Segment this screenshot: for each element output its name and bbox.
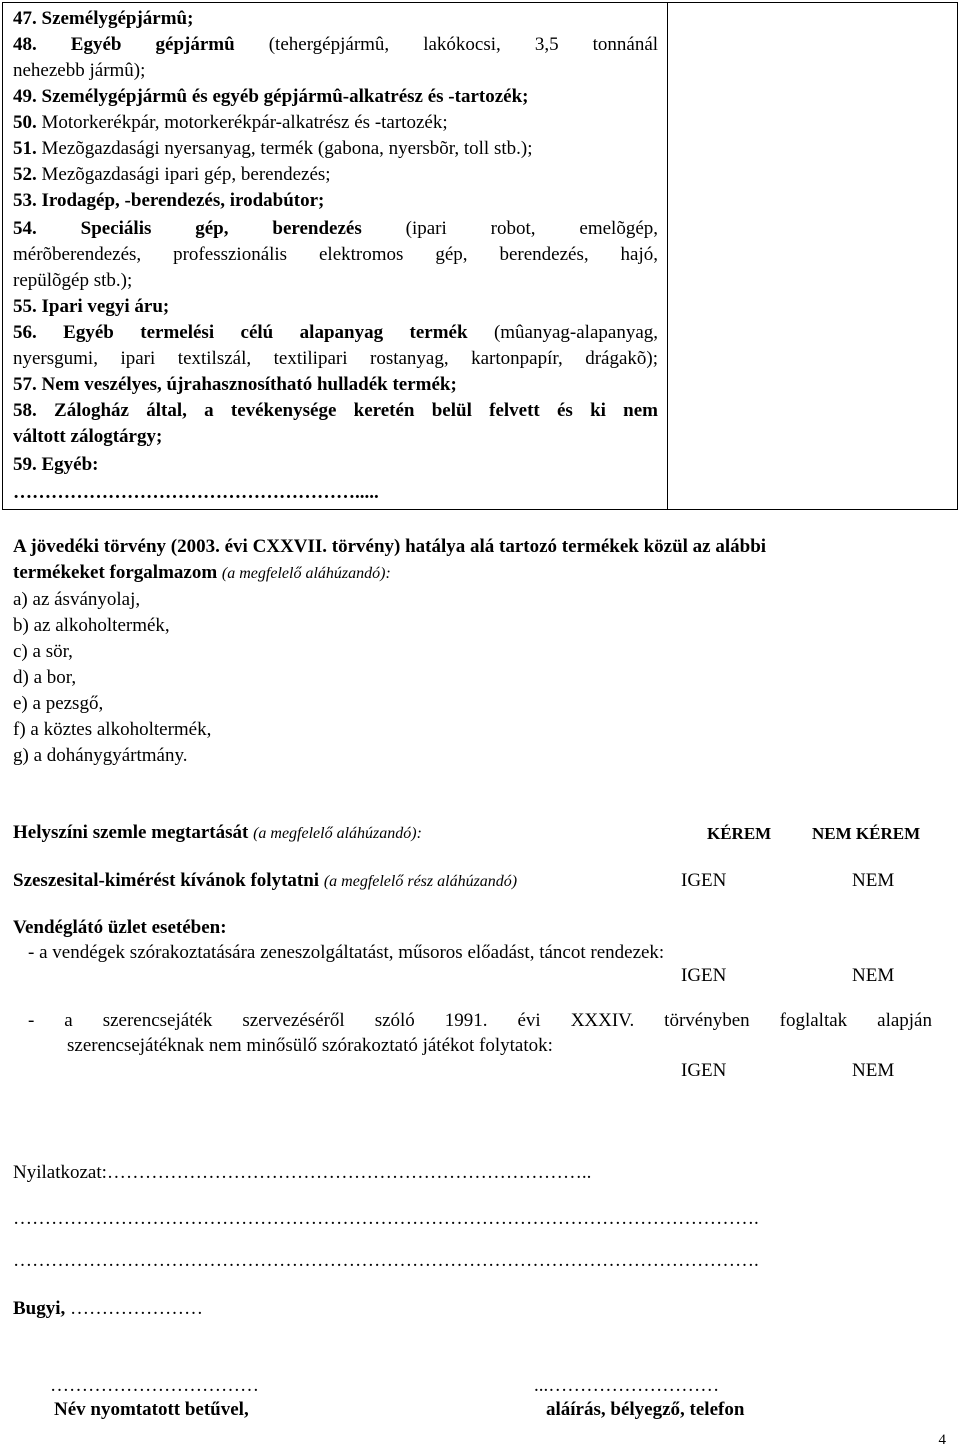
category-name: Nem veszélyes, újrahasznosítható hulladék termék;	[41, 374, 457, 395]
signature-label: aláírás, bélyegző, telefon	[546, 1399, 745, 1420]
category-row	[13, 242, 658, 268]
hospitality-q2-yes[interactable]: IGEN	[681, 1060, 727, 1081]
category-name: Ipari vegyi áru;	[41, 296, 170, 317]
category-number: 57.	[13, 374, 37, 395]
category-row	[13, 162, 658, 188]
spirit-yes[interactable]: IGEN	[681, 870, 727, 891]
category-number: 56.	[13, 322, 37, 343]
category-row	[13, 188, 658, 214]
inspection-row: Helyszíni szemle megtartását (a megfelelő aláhúzandó):	[13, 822, 422, 843]
category-row	[13, 268, 658, 294]
category-name: Egyéb:	[41, 454, 99, 475]
name-blank[interactable]: ……………………………	[50, 1375, 259, 1396]
category-row	[13, 320, 658, 346]
category-number: 58.	[13, 400, 37, 421]
spirit-no[interactable]: NEM	[852, 870, 895, 891]
inspection-option-decline[interactable]: NEM KÉREM	[812, 824, 921, 843]
category-number: 51.	[13, 138, 37, 159]
category-row	[13, 294, 658, 320]
page-number: 4	[938, 1432, 946, 1448]
category-name: Személygépjármû és egyéb gépjármû-alkatrész és -tartozék;	[41, 86, 529, 107]
place-date-row: Bugyi, …………………	[13, 1298, 204, 1319]
excise-item[interactable]: d) a bor,	[13, 667, 77, 688]
excise-item[interactable]: g) a dohánygyártmány.	[13, 745, 188, 766]
category-name: Személygépjármû;	[41, 8, 194, 29]
category-number: 50.	[13, 112, 37, 133]
category-row	[13, 398, 658, 424]
category-detail: ……………………………………………….....	[13, 482, 379, 503]
hospitality-q1: - a vendégek szórakoztatására zeneszolgáltatást, műsoros előadást, táncot rendezek:	[28, 942, 665, 963]
category-number: 54.	[13, 218, 37, 239]
category-name: váltott zálogtárgy;	[13, 426, 163, 447]
excise-item[interactable]: a) az ásványolaj,	[13, 589, 141, 610]
inspection-option-request[interactable]: KÉREM	[707, 824, 772, 843]
category-row	[13, 84, 658, 110]
date-blank[interactable]: …………………	[70, 1298, 204, 1319]
category-name: Irodagép, -berendezés, irodabútor;	[41, 190, 325, 211]
category-row	[13, 372, 658, 398]
category-detail: mérõberendezés, professzionális elektromos gép, berendezés, hajó,	[13, 244, 658, 265]
category-row	[13, 346, 658, 372]
excise-item[interactable]: c) a sör,	[13, 641, 73, 662]
declaration-row: Nyilatkozat:…………………………………………………………………..	[13, 1162, 592, 1183]
declaration-blank-2[interactable]: ……………………………………………………………………………………………………….	[13, 1208, 759, 1229]
name-label: Név nyomtatott betűvel,	[54, 1399, 249, 1420]
table-right-column	[667, 3, 668, 509]
excise-item[interactable]: f) a köztes alkoholtermék,	[13, 719, 212, 740]
category-number: 55.	[13, 296, 37, 317]
category-detail: nehezebb jármû);	[13, 60, 146, 81]
hospitality-q2-line1: - a szerencsejáték szervezéséről szóló 1991. évi XXXIV. törvényben foglaltak alapján	[28, 1010, 932, 1031]
spirit-row: Szeszesital-kimérést kívánok folytatni (a megfelelő rész aláhúzandó)	[13, 870, 518, 891]
declaration-blank-1[interactable]: …………………………………………………………………..	[106, 1162, 592, 1183]
category-name: Speciális gép, berendezés	[80, 218, 362, 239]
category-row	[13, 6, 658, 32]
category-number: 49.	[13, 86, 37, 107]
category-name: Egyéb gépjármû	[70, 34, 235, 55]
category-row	[13, 110, 658, 136]
category-number: 47.	[13, 8, 37, 29]
category-row	[13, 216, 658, 242]
category-detail: (tehergépjármû, lakókocsi, 3,5 tonnánál	[268, 34, 659, 55]
hospitality-q1-no[interactable]: NEM	[852, 965, 895, 986]
category-name: Zálogház által, a tevékenysége keretén belül felvett és ki nem	[54, 400, 659, 421]
hospitality-q1-yes[interactable]: IGEN	[681, 965, 727, 986]
category-row	[13, 58, 658, 84]
category-number: 59.	[13, 454, 37, 475]
hospitality-heading: Vendéglátó üzlet esetében:	[13, 917, 227, 938]
category-detail: nyersgumi, ipari textilszál, textilipari rostanyag, kartonpapír, drágakõ);	[13, 348, 658, 369]
declaration-blank-3[interactable]: ……………………………………………………………………………………………………….	[13, 1250, 759, 1271]
category-detail: Mezõgazdasági ipari gép, berendezés;	[41, 164, 331, 185]
excise-item[interactable]: e) a pezsgő,	[13, 693, 104, 714]
category-detail: (mûanyag-alapanyag,	[493, 322, 658, 343]
excise-heading-line2: termékeket forgalmazom (a megfelelő aláhúzandó):	[13, 562, 391, 583]
signature-blank[interactable]: ...………………………	[534, 1375, 720, 1396]
excise-heading: A jövedéki törvény (2003. évi CXXVII. törvény) hatálya alá tartozó termékek közül az alábbi	[13, 536, 767, 557]
category-number: 52.	[13, 164, 37, 185]
category-row	[13, 424, 658, 450]
category-name: Egyéb termelési célú alapanyag termék	[63, 322, 468, 343]
category-number: 53.	[13, 190, 37, 211]
category-row	[13, 32, 658, 58]
category-detail: Mezõgazdasági nyersanyag, termék (gabona, nyersbõr, toll stb.);	[41, 138, 533, 159]
category-row	[13, 136, 658, 162]
category-detail: repülõgép stb.);	[13, 270, 133, 291]
category-detail: Motorkerékpár, motorkerékpár-alkatrész és -tartozék;	[41, 112, 448, 133]
excise-item[interactable]: b) az alkoholtermék,	[13, 615, 170, 636]
category-row	[13, 452, 658, 478]
hospitality-q2-line2: szerencsejátéknak nem minősülő szórakoztató játékot folytatok:	[67, 1035, 553, 1056]
category-row	[13, 480, 658, 506]
hospitality-q2-no[interactable]: NEM	[852, 1060, 895, 1081]
category-number: 48.	[13, 34, 37, 55]
category-detail: (ipari robot, emelõgép,	[405, 218, 659, 239]
